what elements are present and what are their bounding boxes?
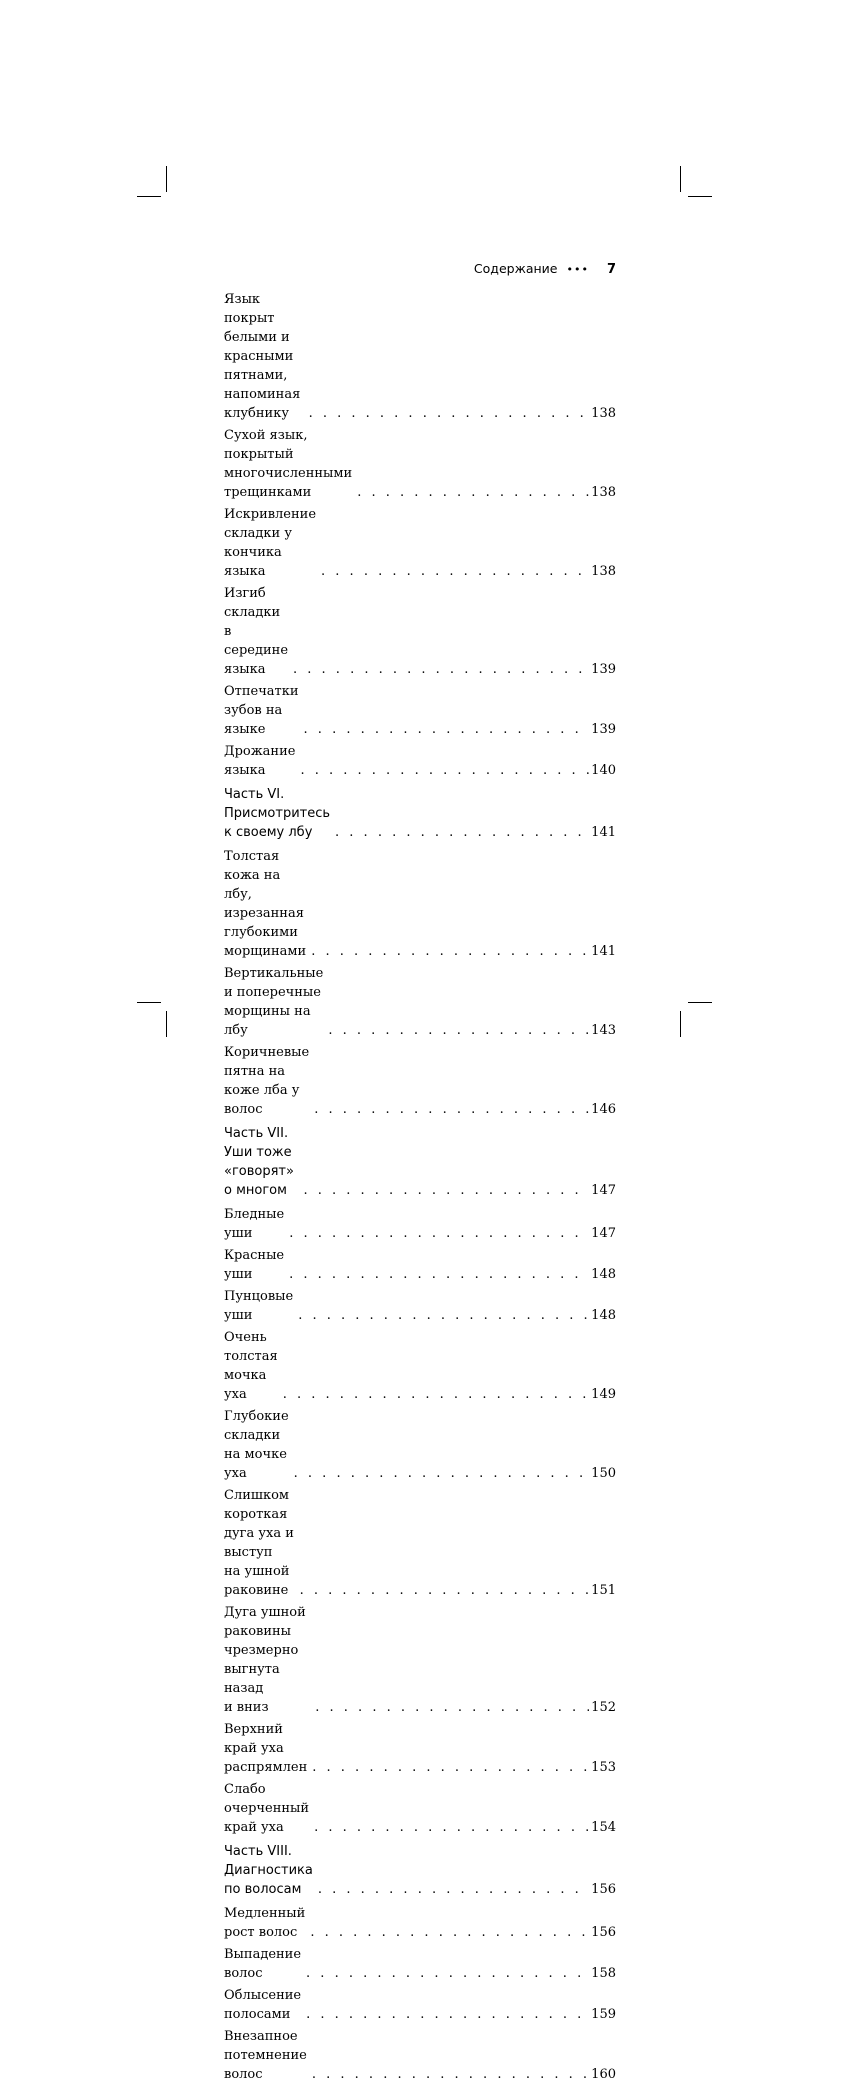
toc-entry-page: 156 bbox=[591, 1882, 616, 1897]
toc-entry bbox=[224, 1904, 616, 1942]
toc-entry-page: 138 bbox=[591, 406, 616, 421]
toc-entry bbox=[224, 1986, 616, 2024]
toc-entry bbox=[224, 505, 616, 581]
toc-entry bbox=[224, 1945, 616, 1983]
dot-leader bbox=[312, 1758, 589, 1777]
dot-leader bbox=[312, 2065, 589, 2084]
toc-entry-page: 148 bbox=[591, 1267, 616, 1282]
dot-leader bbox=[310, 1923, 589, 1942]
toc-entry bbox=[224, 1407, 616, 1483]
toc-entry bbox=[224, 1780, 616, 1837]
crop-mark-top-left-vertical bbox=[166, 166, 167, 192]
toc-entry-page: 160 bbox=[591, 2067, 616, 2082]
dot-leader bbox=[300, 761, 589, 780]
dot-leader bbox=[314, 1100, 589, 1119]
toc-entry-page: 154 bbox=[591, 1820, 616, 1835]
dot-leader bbox=[289, 1265, 589, 1284]
dot-leader bbox=[304, 720, 590, 739]
dot-leader bbox=[321, 562, 589, 581]
toc-entry-title: Слабо очерченный край уха bbox=[224, 1782, 310, 1835]
toc-entry-title: Выпадение волос bbox=[224, 1947, 302, 1981]
toc-entry-title: Отпечатки зубов на языке bbox=[224, 684, 299, 737]
toc-entry-page: 139 bbox=[591, 662, 616, 677]
toc-entry-title: Дуга ушной раковины чрезмерно выгнута назад и вниз bbox=[224, 1605, 306, 1715]
crop-mark-bottom-right-horizontal bbox=[688, 1002, 712, 1003]
toc-entry-page: 147 bbox=[591, 1183, 616, 1198]
toc-entry bbox=[224, 1246, 616, 1284]
toc-entry-page: 148 bbox=[591, 1308, 616, 1323]
toc-entry bbox=[224, 847, 616, 961]
header-dots: ••• bbox=[566, 263, 589, 276]
toc-entry-page: 143 bbox=[591, 1023, 616, 1038]
dot-leader bbox=[298, 1306, 589, 1325]
dot-leader bbox=[303, 1181, 589, 1200]
dot-leader bbox=[309, 404, 590, 423]
toc-entry-title: Пунцовые уши bbox=[224, 1289, 294, 1323]
dot-leader bbox=[314, 1818, 589, 1837]
toc-entry-title: Бледные уши bbox=[224, 1207, 285, 1241]
toc-entry-title: Очень толстая мочка уха bbox=[224, 1330, 278, 1402]
crop-mark-top-right-vertical bbox=[680, 166, 681, 192]
dot-leader bbox=[315, 1698, 589, 1717]
toc-entry-title: Коричневые пятна на коже лба у волос bbox=[224, 1045, 310, 1117]
toc-entry-page: 152 bbox=[591, 1700, 616, 1715]
toc-entry bbox=[224, 1328, 616, 1404]
toc-entry-title: Часть VI. Присмотритесь к своему лбу bbox=[224, 787, 331, 840]
toc-part-heading bbox=[224, 785, 616, 842]
toc-entry bbox=[224, 682, 616, 739]
toc-entry bbox=[224, 584, 616, 679]
crop-mark-top-right-horizontal bbox=[688, 196, 712, 197]
toc-entry bbox=[224, 964, 616, 1040]
dot-leader bbox=[294, 1464, 590, 1483]
toc-entry-title: Часть VIII. Диагностика по волосам bbox=[224, 1844, 313, 1897]
toc-entry-title: Глубокие складки на мочке уха bbox=[224, 1409, 289, 1481]
toc-entry-title: Искривление складки у кончика языка bbox=[224, 507, 317, 579]
dot-leader bbox=[328, 1021, 589, 1040]
toc-entry-title: Вертикальные и поперечные морщины на лбу bbox=[224, 966, 324, 1038]
running-header bbox=[224, 261, 616, 281]
toc-entry-title: Облысение полосами bbox=[224, 1988, 302, 2022]
toc-entry-page: 140 bbox=[591, 763, 616, 778]
toc-entry-title: Изгиб складки в середине языка bbox=[224, 586, 289, 677]
section-title: Содержание bbox=[473, 261, 558, 276]
toc-part-heading bbox=[224, 1124, 616, 1200]
dot-leader bbox=[293, 660, 589, 679]
dot-leader bbox=[318, 1880, 589, 1899]
table-of-contents bbox=[224, 290, 616, 2084]
toc-entry bbox=[224, 1043, 616, 1119]
dot-leader bbox=[306, 1964, 589, 1983]
toc-entry-page: 149 bbox=[591, 1387, 616, 1402]
toc-entry-title: Слишком короткая дуга уха и выступ на ушной раковине bbox=[224, 1488, 294, 1598]
crop-mark-bottom-right-vertical bbox=[680, 1011, 681, 1037]
toc-entry-page: 159 bbox=[591, 2007, 616, 2022]
toc-entry-page: 138 bbox=[591, 485, 616, 500]
toc-entry-title: Дрожание языка bbox=[224, 744, 296, 778]
toc-entry bbox=[224, 426, 616, 502]
toc-entry-page: 151 bbox=[591, 1583, 616, 1598]
dot-leader bbox=[289, 1224, 589, 1243]
toc-entry bbox=[224, 290, 616, 423]
dot-leader bbox=[283, 1385, 589, 1404]
toc-entry-page: 138 bbox=[591, 564, 616, 579]
toc-entry-title: Верхний край уха распрямлен bbox=[224, 1722, 308, 1775]
crop-mark-bottom-left-vertical bbox=[166, 1011, 167, 1037]
toc-entry bbox=[224, 1287, 616, 1325]
toc-entry bbox=[224, 2027, 616, 2084]
toc-entry-page: 147 bbox=[591, 1226, 616, 1241]
toc-part-heading bbox=[224, 1842, 616, 1899]
toc-entry bbox=[224, 1603, 616, 1717]
toc-entry bbox=[224, 1486, 616, 1600]
toc-entry-page: 141 bbox=[591, 825, 616, 840]
header-page-number: 7 bbox=[606, 262, 616, 277]
toc-entry-page: 141 bbox=[591, 944, 616, 959]
toc-entry bbox=[224, 1720, 616, 1777]
dot-leader bbox=[311, 942, 589, 961]
dot-leader bbox=[335, 823, 589, 842]
dot-leader bbox=[300, 1581, 590, 1600]
toc-entry-title: Медленный рост волос bbox=[224, 1906, 306, 1940]
toc-entry-title: Толстая кожа на лбу, изрезанная глубокими морщинами bbox=[224, 849, 307, 959]
dot-leader bbox=[306, 2005, 589, 2024]
toc-entry-title: Язык покрыт белыми и красными пятнами, напоминая клубнику bbox=[224, 292, 301, 421]
toc-entry-title: Часть VII. Уши тоже «говорят» о многом bbox=[224, 1126, 294, 1198]
toc-entry bbox=[224, 742, 616, 780]
toc-entry-title: Красные уши bbox=[224, 1248, 285, 1282]
crop-mark-bottom-left-horizontal bbox=[137, 1002, 161, 1003]
dot-leader bbox=[357, 483, 589, 502]
toc-entry bbox=[224, 1205, 616, 1243]
toc-entry-page: 139 bbox=[591, 722, 616, 737]
toc-entry-page: 158 bbox=[591, 1966, 616, 1981]
toc-entry-title: Сухой язык, покрытый многочисленными трещинками bbox=[224, 428, 353, 500]
toc-entry-title: Внезапное потемнение волос bbox=[224, 2029, 307, 2082]
toc-entry-page: 146 bbox=[591, 1102, 616, 1117]
toc-entry-page: 156 bbox=[591, 1925, 616, 1940]
toc-entry-page: 150 bbox=[591, 1466, 616, 1481]
toc-entry-page: 153 bbox=[591, 1760, 616, 1775]
crop-mark-top-left-horizontal bbox=[137, 196, 161, 197]
